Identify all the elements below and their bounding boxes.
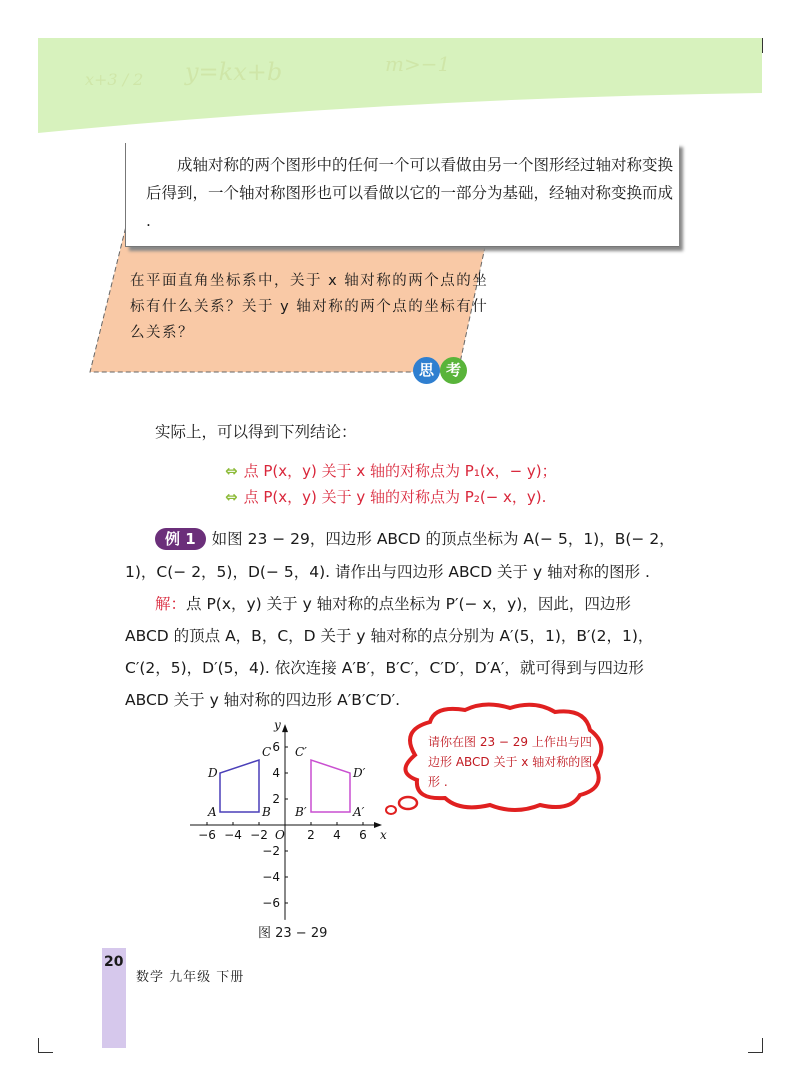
x-axis-label: x: [380, 828, 387, 842]
quad-abcd: [220, 760, 259, 812]
y-axis-label: y: [274, 718, 281, 733]
y-axis-arrow: [282, 724, 288, 732]
quad-a-prime-vertex-label: A′: [353, 805, 365, 819]
page-number-tab: [102, 948, 126, 1048]
quad-abcd-vertex-label: A: [208, 805, 217, 819]
example-text-1: 如图 23 − 29，四边形 ABCD 的顶点坐标为 A(− 5，1)，B(− 2，: [211, 530, 675, 548]
crop-mark-bottom-right: [748, 1038, 763, 1053]
think-question: 在平面直角坐标系中，关于 x 轴对称的两个点的坐标有什么关系？关于 y 轴对称的两个点的坐标有什么关系？: [130, 273, 489, 341]
y-tick-label: −2: [262, 844, 280, 858]
example-line-2: 1)，C(− 2，5)，D(− 5，4). 请作出与四边形 ABCD 关于 y 轴对称的图形 .: [125, 563, 650, 581]
quad-abcd-vertex-label: D: [208, 766, 218, 780]
arrow-icon: ⇔: [225, 488, 238, 506]
banner-formula-linear: y=kx+b: [185, 58, 283, 86]
quad-a-prime-vertex-label: B′: [295, 805, 307, 819]
note-text: 成轴对称的两个图形中的任何一个可以看做由另一个图形经过轴对称变换后得到，一个轴对称图形也可以看做以它的一部分为基础，经轴对称变换而成 .: [146, 156, 674, 230]
example-badge: 例 1: [155, 528, 206, 550]
crop-mark-bottom-left: [38, 1038, 53, 1053]
quad-abcd-vertex-label: C: [262, 745, 272, 759]
x-tick-label: 2: [307, 828, 315, 842]
conclusion-y-axis: [225, 486, 546, 507]
x-tick-label: 4: [333, 828, 341, 842]
solution-label: 解：: [155, 595, 187, 613]
think-badge-kao: 考: [440, 357, 467, 384]
quad-abcd-vertex-label: B: [262, 805, 271, 819]
arrow-icon: ⇔: [225, 462, 238, 480]
x-tick-label: −4: [224, 828, 242, 842]
quad-a-prime-vertex-label: D′: [353, 766, 366, 780]
y-tick-label: 2: [272, 792, 280, 806]
example-line-1: [155, 524, 680, 555]
banner-formula-fraction: x+3 / 2: [85, 70, 144, 89]
page-number: 20: [104, 954, 124, 970]
y-tick-label: −6: [262, 896, 280, 910]
cloud-text: 请你在图 23 − 29 上作出与四边形 ABCD 关于 x 轴对称的图形 .: [428, 735, 593, 789]
think-badge-si: 思: [413, 357, 440, 384]
conclusion-x-text: 点 P(x，y) 关于 x 轴的对称点为 P₁(x，− y)；: [243, 462, 557, 480]
figure-caption: 图 23 − 29: [258, 926, 328, 941]
note-box: [125, 143, 679, 247]
x-tick-label: 6: [359, 828, 367, 842]
y-tick-label: −4: [262, 870, 280, 884]
x-tick-label: −6: [198, 828, 216, 842]
intro-text: 实际上，可以得到下列结论：: [155, 423, 357, 441]
solution-text-1: 点 P(x，y) 关于 y 轴对称的点坐标为 P′(− x，y)，因此，四边形: [186, 595, 631, 613]
solution-line-3: C′(2，5)，D′(5，4). 依次连接 A′B′，B′C′，C′D′，D′A′，就可得到与四边形: [125, 659, 644, 677]
banner-formula-inequality: m>−1: [385, 52, 451, 76]
y-tick-label: 4: [272, 766, 280, 780]
coordinate-figure: [190, 715, 390, 920]
quad-a-prime-vertex-label: C′: [295, 745, 307, 759]
x-tick-label: −2: [250, 828, 268, 842]
quad-a-prime: [311, 760, 350, 812]
book-title: 数学 九年级 下册: [136, 970, 245, 985]
origin-label: O: [275, 828, 285, 842]
solution-line-4: ABCD 关于 y 轴对称的四边形 A′B′C′D′.: [125, 691, 401, 709]
solution-line-2: ABCD 的顶点 A，B，C，D 关于 y 轴对称的点分别为 A′(5，1)，B′(2，1)，: [125, 627, 654, 645]
conclusion-y-text: 点 P(x，y) 关于 y 轴的对称点为 P₂(− x，y).: [243, 488, 547, 506]
y-tick-label: 6: [272, 740, 280, 754]
conclusion-x-axis: [225, 460, 557, 481]
solution-line-1: [155, 589, 680, 620]
